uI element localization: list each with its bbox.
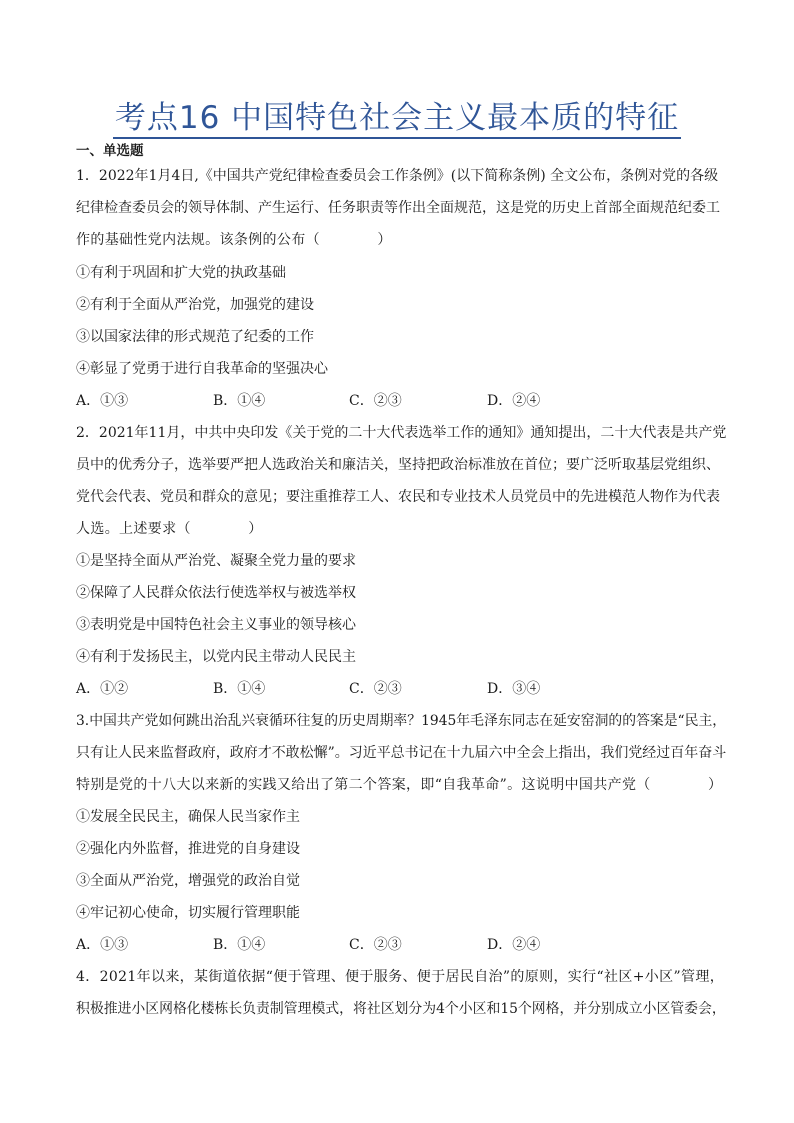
question-3-line-3: 特别是党的十八大以来新的实践又给出了第二个答案，即“自我革命”。这说明中国共产党（ ） — [76, 777, 723, 793]
question-3-choice-c[interactable]: C．②③ — [349, 937, 402, 953]
question-1-statement-4: ④彰显了党勇于进行自我革命的坚强决心 — [76, 361, 328, 377]
question-3-statement-4: ④牢记初心使命，切实履行管理职能 — [76, 905, 300, 921]
question-2-line-1: 2．2021年11月，中共中央印发《关于党的二十大代表选举工作的通知》通知提出，二十大代表是共产党 — [76, 425, 727, 441]
section-heading: 一、单选题 — [76, 143, 144, 159]
question-4-line-1: 4．2021年以来，某街道依据“便于管理、便于服务、便于居民自治”的原则，实行“社区+小区”管理， — [76, 969, 725, 985]
question-1-line-1: 1．2022年1月4日,《中国共产党纪律检查委员会工作条例》(以下简称条例) 全文公布，条例对党的各级 — [76, 168, 719, 184]
question-3-choice-a[interactable]: A．①③ — [76, 937, 129, 953]
question-2-statement-4: ④有利于发扬民主，以党内民主带动人民民主 — [76, 649, 356, 665]
question-1-choice-b[interactable]: B．①④ — [213, 393, 266, 409]
question-3-line-2: 只有让人民来监督政府，政府才不敢松懈”。习近平总书记在十九届六中全会上指出，我们党经过百年奋斗 — [76, 745, 727, 761]
question-3-line-1: 3.中国共产党如何跳出治乱兴衰循环往复的历史周期率？1945年毛泽东同志在延安窑洞的的答案是“民主， — [76, 713, 727, 729]
question-1-statement-1: ①有利于巩固和扩大党的执政基础 — [76, 265, 286, 281]
question-1-choice-d[interactable]: D．②④ — [487, 393, 541, 409]
question-2-choice-d[interactable]: D．③④ — [487, 681, 541, 697]
question-2-choice-c[interactable]: C．②③ — [349, 681, 402, 697]
question-3-statement-3: ③全面从严治党，增强党的政治自觉 — [76, 873, 300, 889]
page-title — [0, 92, 794, 137]
question-2-line-3: 党代会代表、党员和群众的意见；要注重推荐工人、农民和专业技术人员党员中的先进模范人物作为代表 — [76, 489, 720, 505]
question-1-line-3: 作的基础性党内法规。该条例的公布（ ） — [76, 232, 392, 248]
page-title-text: 考点16 中国特色社会主义最本质的特征 — [113, 100, 681, 139]
question-2-statement-1: ①是坚持全面从严治党、凝聚全党力量的要求 — [76, 553, 356, 569]
question-2-choice-b[interactable]: B．①④ — [213, 681, 266, 697]
question-1-choice-c[interactable]: C．②③ — [349, 393, 402, 409]
question-1-line-2: 纪律检查委员会的领导体制、产生运行、任务职责等作出全面规范，这是党的历史上首部全面规范纪委工 — [76, 200, 720, 216]
question-1-choice-a[interactable]: A．①③ — [76, 393, 129, 409]
question-2-statement-3: ③表明党是中国特色社会主义事业的领导核心 — [76, 617, 356, 633]
question-2-line-4: 人选。上述要求（ ） — [76, 521, 263, 537]
question-3-statement-1: ①发展全民民主，确保人民当家作主 — [76, 809, 300, 825]
question-2-line-2: 员中的优秀分子，选举要严把人选政治关和廉洁关，坚持把政治标准放在首位；要广泛听取基层党组织、 — [76, 457, 720, 473]
question-1-statement-2: ②有利于全面从严治党，加强党的建设 — [76, 297, 314, 313]
question-3-choice-d[interactable]: D．②④ — [487, 937, 541, 953]
question-3-statement-2: ②强化内外监督，推进党的自身建设 — [76, 841, 300, 857]
question-4-line-2: 积极推进小区网格化楼栋长负责制管理模式，将社区划分为4个小区和15个网格，并分别成立小区管委会， — [76, 1001, 726, 1017]
question-2-statement-2: ②保障了人民群众依法行使选举权与被选举权 — [76, 585, 356, 601]
question-1-statement-3: ③以国家法律的形式规范了纪委的工作 — [76, 329, 314, 345]
question-3-choice-b[interactable]: B．①④ — [213, 937, 266, 953]
question-2-choice-a[interactable]: A．①② — [76, 681, 129, 697]
